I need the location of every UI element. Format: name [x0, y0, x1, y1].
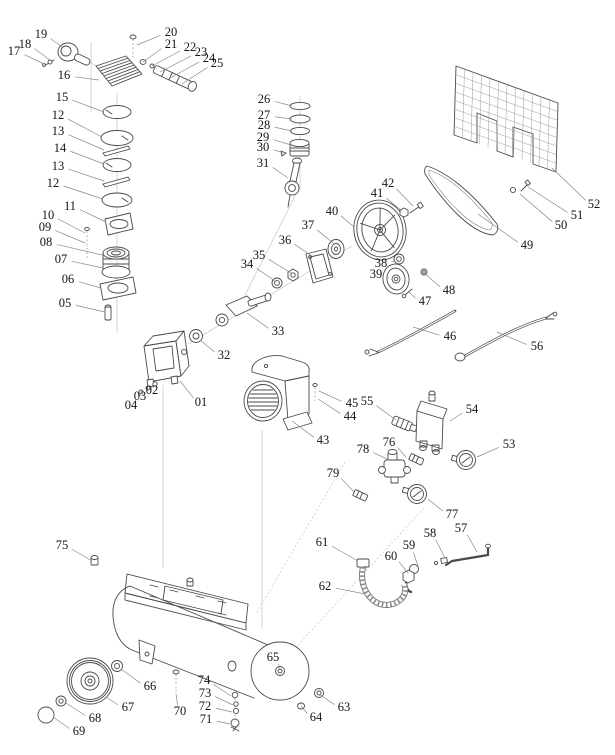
- part-label-59: [403, 538, 418, 566]
- part-label-68: [66, 703, 101, 725]
- part-number: 78: [356, 441, 370, 456]
- guard-screws-50-51: [510, 180, 530, 193]
- part-number: 53: [502, 436, 516, 451]
- part-number: 68: [88, 710, 102, 725]
- part-number: 34: [240, 256, 254, 271]
- part-number: 02: [145, 382, 159, 397]
- part-number: 65: [266, 649, 280, 664]
- part-number: 54: [465, 401, 479, 416]
- motor: [244, 356, 312, 430]
- part-number: 67: [121, 699, 135, 714]
- air-filter: [58, 43, 91, 66]
- part-label-53: [477, 437, 515, 457]
- part-label-07: [55, 252, 103, 268]
- part-label-16: [58, 68, 99, 82]
- part-number: 37: [301, 217, 315, 232]
- part-number: 40: [325, 203, 339, 218]
- part-number: 42: [381, 175, 395, 190]
- part-label-24: [170, 51, 216, 78]
- part-number: 57: [454, 520, 468, 535]
- part-number: 04: [124, 397, 138, 412]
- part-label-37: [302, 218, 333, 243]
- belt-guard: [454, 66, 558, 172]
- part-number: 49: [520, 237, 534, 252]
- part-number: 50: [554, 217, 568, 232]
- hose-62: [357, 559, 405, 605]
- part-number: 32: [217, 347, 231, 362]
- part-number: 22: [183, 39, 197, 54]
- part-number: 46: [443, 328, 457, 343]
- part-number: 25: [210, 55, 224, 70]
- part-label-55: [361, 394, 396, 420]
- part-label-32: [200, 340, 230, 362]
- washer-66: [112, 661, 123, 672]
- part-label-52: [552, 168, 600, 211]
- part-number: 76: [382, 434, 396, 449]
- part-number: 24: [202, 50, 216, 65]
- part-number: 31: [256, 155, 270, 170]
- part-label-63: [319, 694, 350, 714]
- part-number: 01: [194, 394, 208, 409]
- part-label-08: [40, 235, 102, 255]
- bolt-05: [105, 305, 111, 320]
- part-number: 23: [194, 44, 208, 59]
- part-number: 14: [53, 140, 67, 155]
- part-label-50: [520, 194, 567, 232]
- part-number: 07: [54, 251, 68, 266]
- crankcase: [144, 331, 189, 387]
- part-number: 21: [164, 36, 178, 51]
- part-label-57: [455, 521, 477, 552]
- crankshaft: [216, 293, 271, 326]
- part-label-75: [56, 538, 92, 561]
- part-label-43: [292, 421, 329, 447]
- gasket-06: [100, 277, 136, 300]
- part-number: 10: [41, 207, 55, 222]
- part-label-72: [199, 699, 232, 713]
- part-number: 11: [63, 198, 77, 213]
- seal-37: [328, 240, 344, 259]
- part-number: 64: [309, 709, 323, 724]
- cable-56: [455, 312, 557, 361]
- part-number: 59: [402, 537, 416, 552]
- part-label-31: [257, 156, 288, 178]
- part-number: 12: [51, 107, 65, 122]
- washer-48: [421, 269, 427, 275]
- head-bolt-20: [130, 35, 136, 57]
- part-number: 79: [326, 465, 340, 480]
- part-number: 27: [257, 107, 271, 122]
- part-label-11: [64, 199, 106, 222]
- part-label-01: [180, 381, 207, 409]
- part-label-05: [59, 296, 105, 312]
- part-label-33: [247, 313, 284, 338]
- part-label-35: [253, 248, 291, 273]
- part-label-45: [319, 391, 358, 410]
- part-label-70: [174, 694, 187, 718]
- part-label-47: [409, 292, 431, 308]
- part-number: 75: [55, 537, 69, 552]
- part-label-06: [62, 272, 101, 288]
- part-number: 47: [418, 293, 432, 308]
- part-number: 48: [442, 282, 456, 297]
- part-label-66: [121, 669, 156, 693]
- part-number: 19: [34, 26, 48, 41]
- washer-68: [56, 696, 66, 706]
- part-number: 15: [55, 89, 69, 104]
- part-number: 13: [51, 158, 65, 173]
- part-number: 33: [271, 323, 285, 338]
- part-number: 05: [58, 295, 72, 310]
- part-number: 26: [257, 91, 271, 106]
- part-number: 43: [316, 432, 330, 447]
- part-number: 18: [18, 36, 32, 51]
- part-number: 77: [445, 506, 459, 521]
- part-label-51: [528, 187, 583, 222]
- part-label-56: [497, 332, 543, 353]
- part-label-13: [52, 159, 104, 181]
- part-number: 55: [360, 393, 374, 408]
- motor-bolts-44-45: [313, 384, 317, 402]
- part-number: 06: [61, 271, 75, 286]
- part-number: 62: [318, 578, 332, 593]
- outlet-pipe-57: [434, 544, 490, 565]
- part-number: 20: [164, 24, 178, 39]
- part-number: 51: [570, 207, 584, 222]
- part-number: 52: [587, 196, 601, 211]
- part-number: 73: [198, 685, 212, 700]
- part-number: 30: [256, 139, 270, 154]
- part-number: 69: [72, 723, 86, 738]
- cylinder-head: [96, 56, 142, 86]
- part-number: 61: [315, 534, 329, 549]
- part-label-67: [106, 697, 134, 714]
- part-number: 13: [51, 123, 65, 138]
- part-number: 74: [197, 672, 211, 687]
- part-label-58: [424, 526, 445, 558]
- cable-46: [365, 311, 455, 356]
- part-number: 70: [173, 703, 187, 718]
- part-number: 28: [257, 117, 271, 132]
- part-label-30: [257, 140, 283, 154]
- part-label-71: [200, 712, 230, 726]
- part-label-36: [279, 233, 312, 256]
- part-label-62: [319, 579, 365, 594]
- part-number: 45: [345, 395, 359, 410]
- flywheel: [349, 196, 411, 264]
- part-label-49: [478, 214, 533, 252]
- part-number: 72: [198, 698, 212, 713]
- part-number: 09: [38, 219, 52, 234]
- stud-bolts-09-10: [85, 227, 90, 258]
- part-number: 56: [530, 338, 544, 353]
- part-number: 41: [370, 185, 384, 200]
- nut-35: [288, 269, 298, 281]
- part-number: 71: [199, 711, 213, 726]
- part-number: 63: [337, 699, 351, 714]
- washer-34: [272, 278, 282, 288]
- part-number: 60: [384, 548, 398, 563]
- part-number: 17: [7, 43, 21, 58]
- piston: [281, 139, 309, 156]
- fitting-76: [409, 453, 424, 465]
- part-number: 16: [57, 67, 71, 82]
- part-label-40: [326, 204, 354, 227]
- part-number: 12: [46, 175, 60, 190]
- pressure-switch: [416, 391, 447, 455]
- part-number: 08: [39, 234, 53, 249]
- filter-screw-17-18: [43, 60, 54, 66]
- part-label-19: [35, 27, 62, 47]
- part-number: 44: [343, 408, 357, 423]
- part-number: 03: [133, 388, 147, 403]
- part-label-26: [258, 92, 292, 106]
- part-number: 35: [252, 247, 266, 262]
- axle-bolt-70: [173, 670, 179, 692]
- regulator-78: [379, 450, 411, 484]
- check-valve-55: [391, 416, 418, 434]
- part-number: 39: [369, 266, 383, 281]
- part-label-77: [428, 499, 458, 521]
- gasket-11: [105, 213, 133, 235]
- part-number: 29: [256, 129, 270, 144]
- bearing-38: [394, 254, 404, 264]
- fitting-79: [353, 489, 368, 501]
- part-label-64: [301, 706, 323, 724]
- gauge-77: [402, 485, 426, 504]
- plug-75: [91, 556, 98, 566]
- part-number: 36: [278, 232, 292, 247]
- part-label-60: [385, 549, 408, 573]
- part-label-69: [53, 717, 85, 738]
- part-number: 66: [143, 678, 157, 693]
- part-label-12: [47, 176, 103, 199]
- part-label-54: [450, 402, 479, 421]
- piston-rings: [290, 102, 310, 134]
- cylinder-sleeve: [102, 247, 130, 278]
- part-label-61: [316, 535, 358, 561]
- hub-cap-69: [38, 707, 54, 723]
- part-number: 58: [423, 525, 437, 540]
- drain-assembly: [231, 692, 239, 731]
- gauge-53: [451, 451, 475, 470]
- drive-belt: [425, 166, 498, 235]
- part-number: 38: [374, 255, 388, 270]
